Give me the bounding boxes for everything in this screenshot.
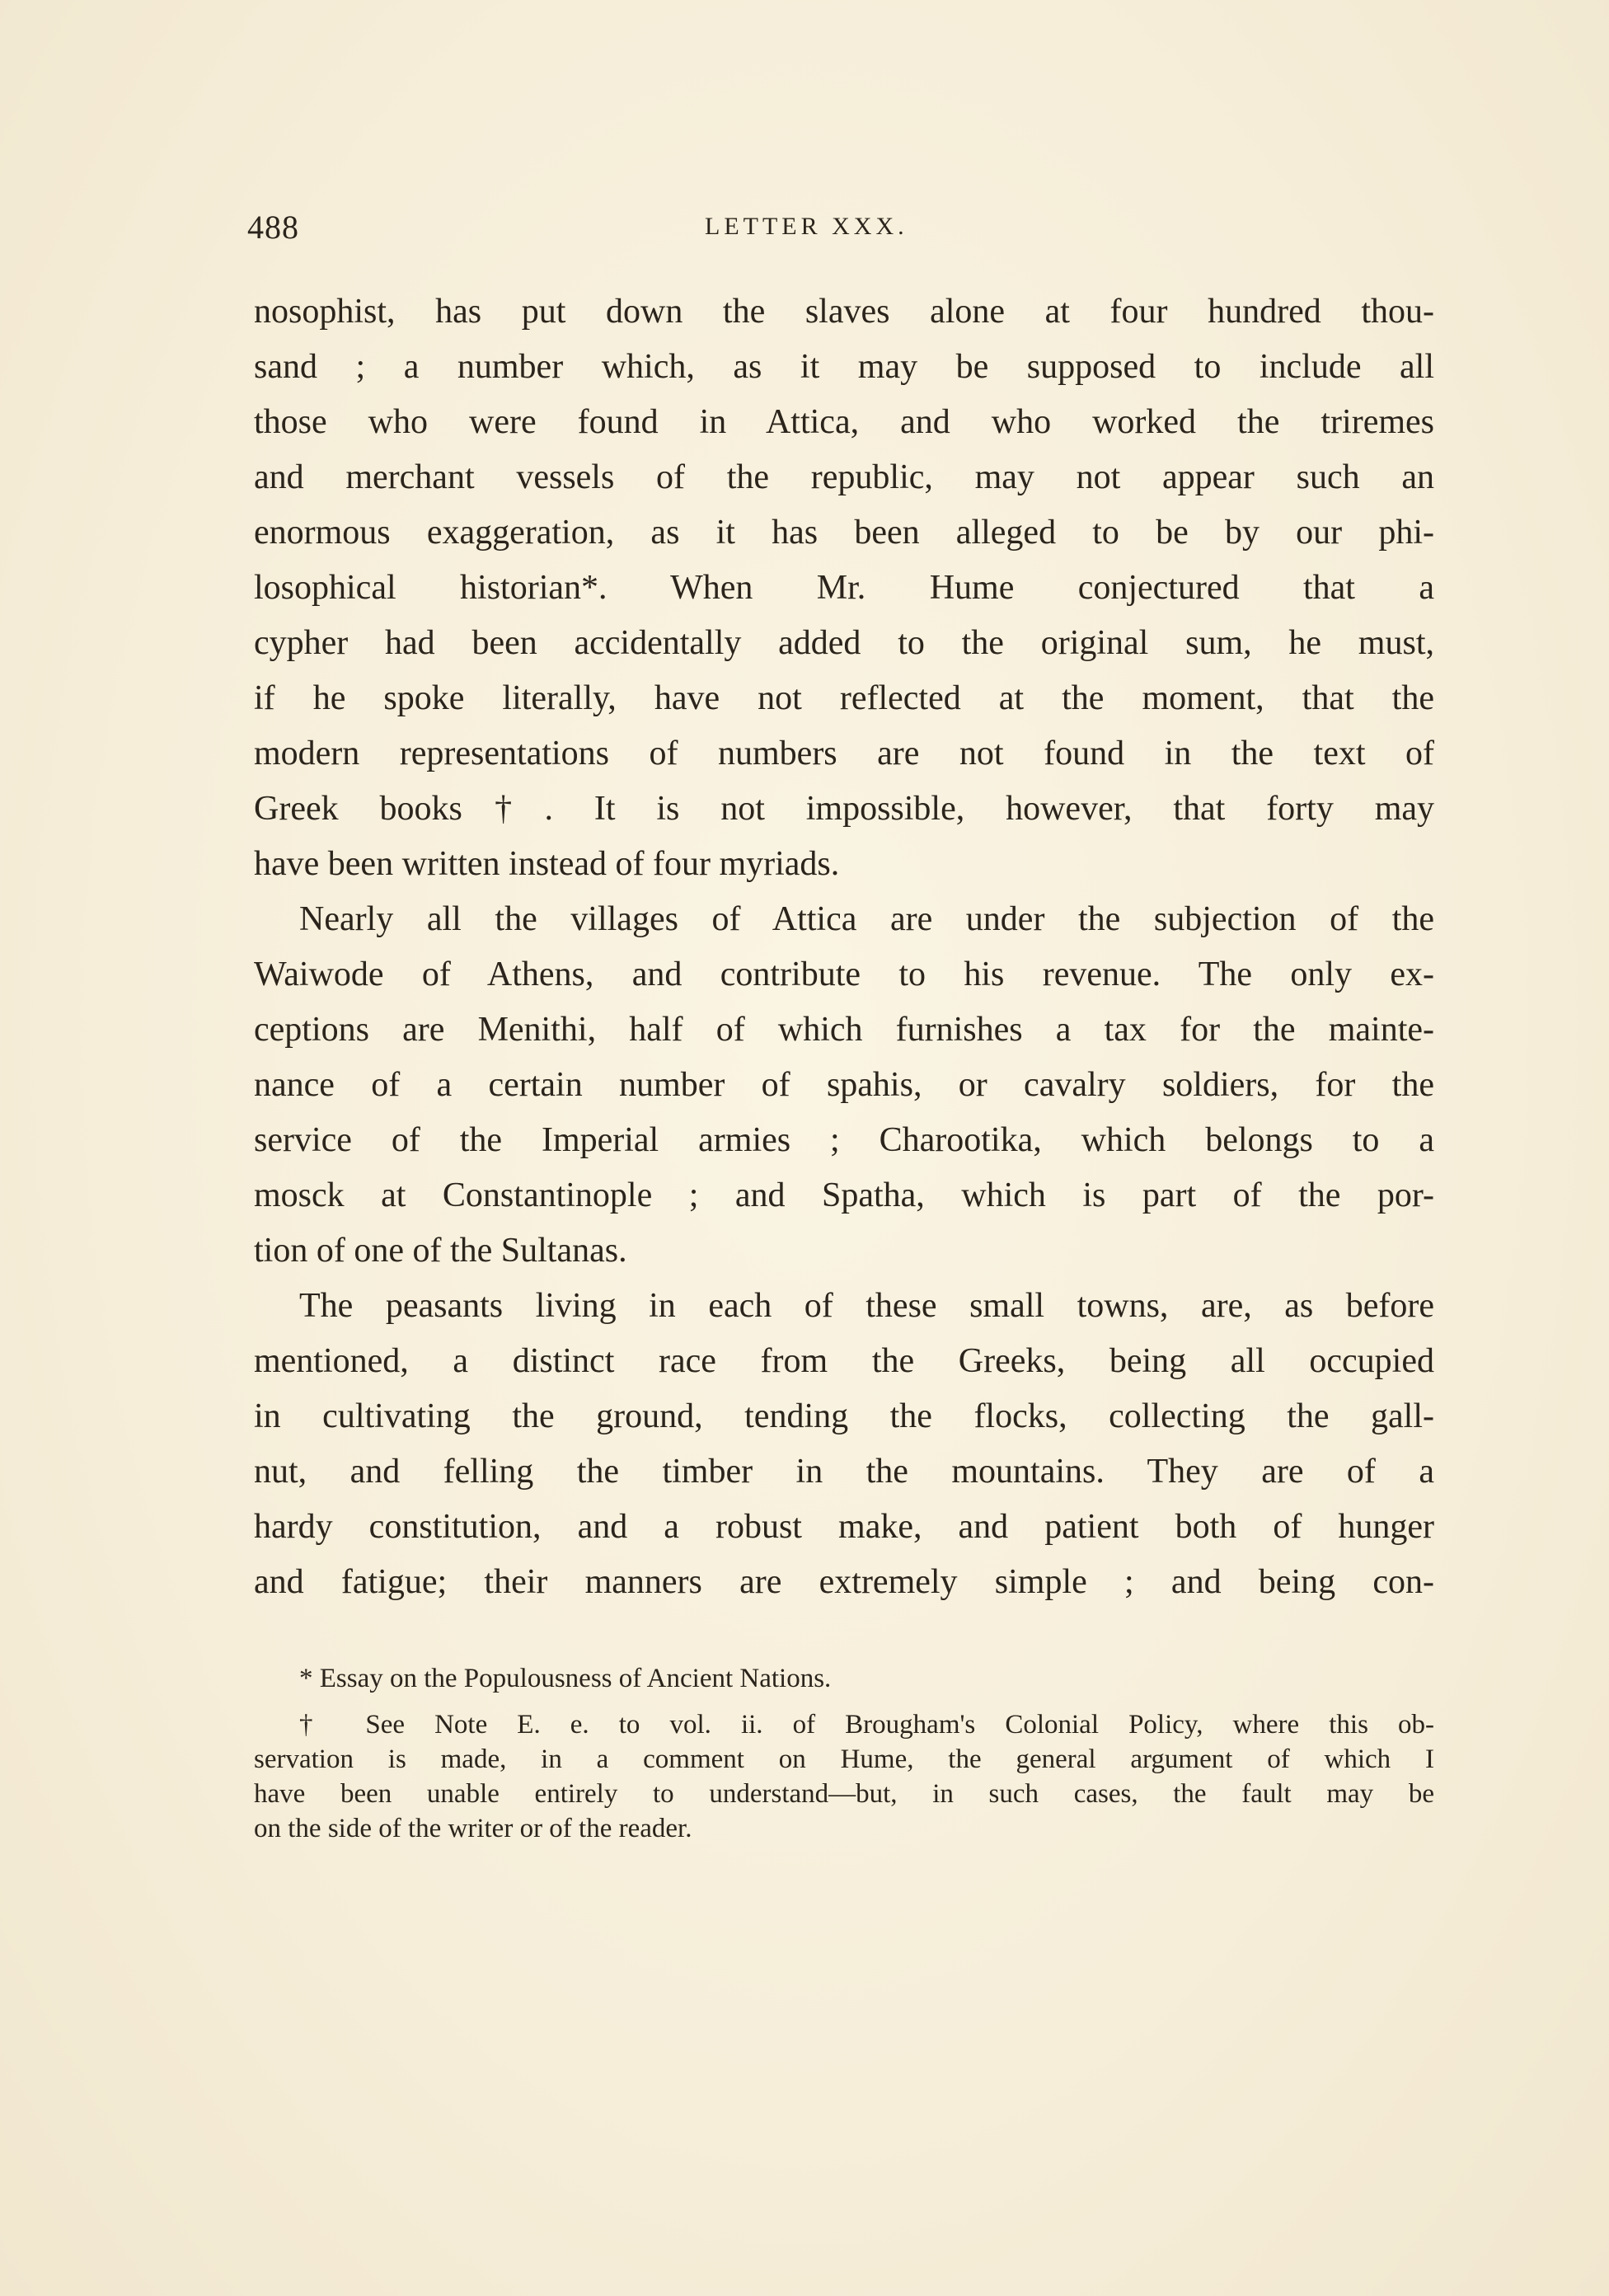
footnotes <box>254 1661 1434 1857</box>
text-line: hardy constitution, and a robust make, and patient both of hunger <box>254 1508 1434 1546</box>
text-line: have been written instead of four myriads. <box>254 845 840 883</box>
footnote-line: † See Note E. e. to vol. ii. of Brougham's Colonial Policy, where this ob- <box>299 1710 1434 1740</box>
page-header <box>247 208 1434 249</box>
text-line: service of the Imperial armies ; Charootika, which belongs to a <box>254 1121 1434 1159</box>
text-line: nosophist, has put down the slaves alone at four hundred thou- <box>254 293 1434 331</box>
footnote <box>254 1661 1434 1696</box>
body-text <box>254 284 1434 1610</box>
text-line: tion of one of the Sultanas. <box>254 1232 627 1270</box>
paragraph <box>254 1279 1434 1610</box>
footnote-line: on the side of the writer or of the reader. <box>254 1814 692 1843</box>
text-line: and merchant vessels of the republic, may not appear such an <box>254 458 1434 496</box>
running-head: LETTER XXX. <box>705 213 908 240</box>
text-line: The peasants living in each of these small towns, are, as before <box>299 1287 1434 1325</box>
text-line: mentioned, a distinct race from the Greeks, being all occupied <box>254 1342 1434 1380</box>
text-line: sand ; a number which, as it may be supposed to include all <box>254 348 1434 386</box>
text-line: modern representations of numbers are not found in the text of <box>254 735 1434 772</box>
text-line: nut, and felling the timber in the mountains. They are of a <box>254 1453 1434 1491</box>
text-line: Nearly all the villages of Attica are under the subjection of the <box>299 900 1434 938</box>
text-line: enormous exaggeration, as it has been alleged to be by our phi- <box>254 514 1434 552</box>
footnote <box>254 1707 1434 1846</box>
text-line: and fatigue; their manners are extremely simple ; and being con- <box>254 1563 1434 1601</box>
text-line: losophical historian*. When Mr. Hume conjectured that a <box>254 569 1434 607</box>
text-line: cypher had been accidentally added to the original sum, he must, <box>254 624 1434 662</box>
text-line: mosck at Constantinople ; and Spatha, which is part of the por- <box>254 1176 1434 1214</box>
page-number: 488 <box>247 209 299 246</box>
text-line: those who were found in Attica, and who worked the triremes <box>254 403 1434 441</box>
footnote-line: have been unable entirely to understand—but, in such cases, the fault may be <box>254 1779 1434 1809</box>
text-line: if he spoke literally, have not reflected at the moment, that the <box>254 679 1434 717</box>
paragraph <box>254 892 1434 1279</box>
paragraph <box>254 284 1434 892</box>
footnote-line: servation is made, in a comment on Hume, the general argument of which I <box>254 1744 1434 1774</box>
text-line: nance of a certain number of spahis, or cavalry soldiers, for the <box>254 1066 1434 1104</box>
footnote-line: * Essay on the Populousness of Ancient Nations. <box>299 1664 832 1693</box>
text-line: in cultivating the ground, tending the flocks, collecting the gall- <box>254 1397 1434 1435</box>
text-line: Waiwode of Athens, and contribute to his revenue. The only ex- <box>254 955 1434 993</box>
text-line: Greek books†. It is not impossible, however, that forty may <box>254 790 1434 828</box>
text-line: ceptions are Menithi, half of which furnishes a tax for the mainte- <box>254 1011 1434 1049</box>
